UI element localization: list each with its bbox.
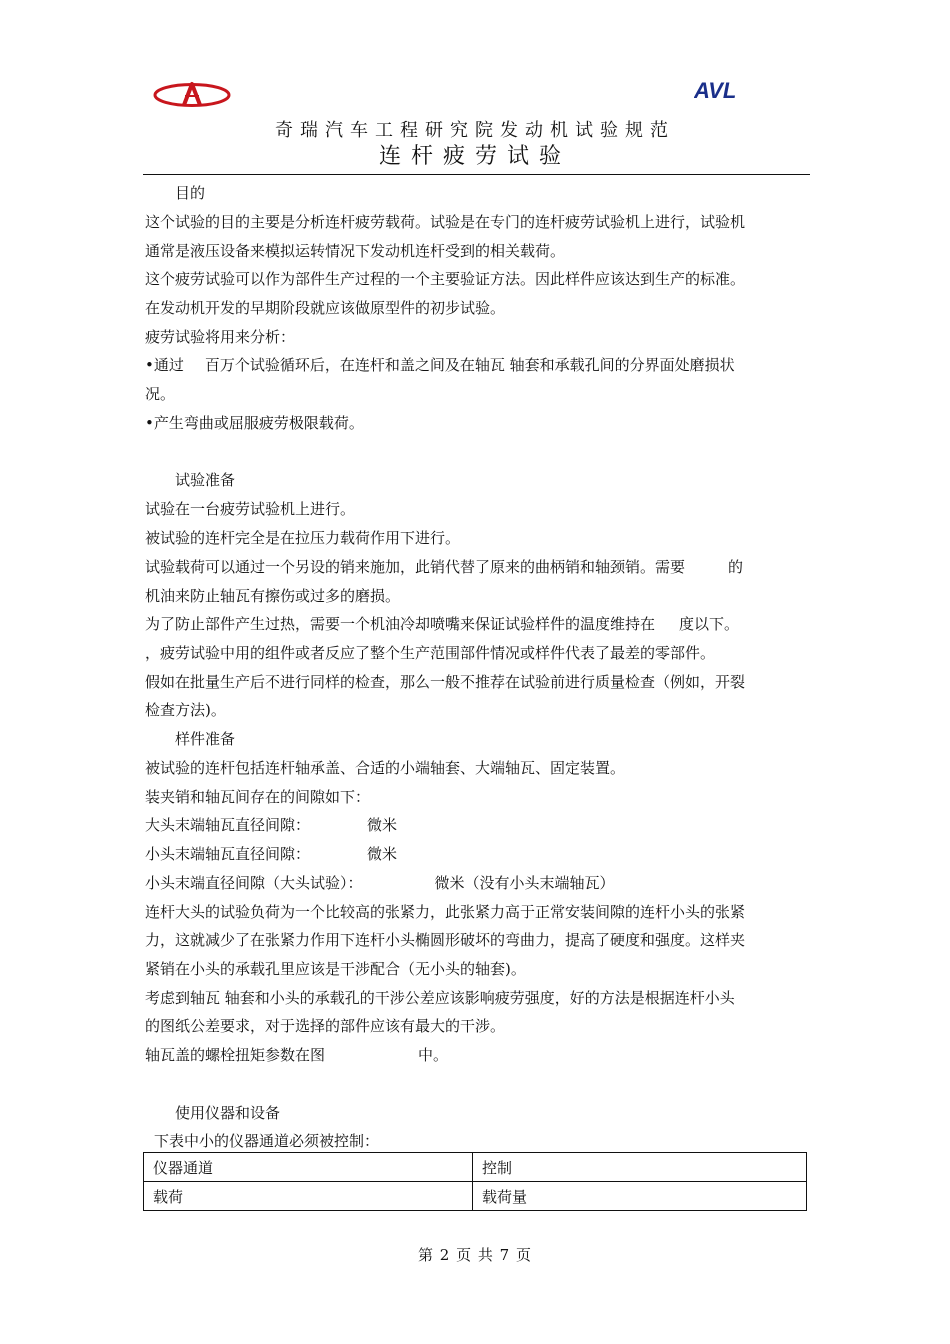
bullet-line: •产生弯曲或屈服疲劳极限载荷。 xyxy=(145,414,364,432)
svg-text:AVL: AVL xyxy=(694,78,737,102)
chery-logo xyxy=(152,80,232,110)
paragraph-line: ，疲劳试验中用的组件或者反应了整个生产范围部件情况或样件代表了最差的零部件。 xyxy=(145,644,716,662)
paragraph-line: 假如在批量生产后不进行同样的检查，那么一般不推荐在试验前进行质量检查（例如，开裂 xyxy=(145,673,746,691)
paragraph-line: 考虑到轴瓦 轴套和小头的承载孔的干涉公差应该影响疲劳强度，好的方法是根据连杆小头 xyxy=(145,989,735,1007)
table-intro: 下表中小的仪器通道必须被控制： xyxy=(154,1132,380,1150)
paragraph-line: 装夹销和轴瓦间存在的间隙如下： xyxy=(145,788,371,806)
clearance-line: 小头末端轴瓦直径间隙： 微米 xyxy=(145,845,398,863)
paragraph-line: 被试验的连杆完全是在拉压力载荷作用下进行。 xyxy=(145,529,461,547)
org-title: 奇瑞汽车工程研究院发动机试验规范 xyxy=(275,120,675,141)
table-row xyxy=(144,1182,807,1211)
header-rule xyxy=(143,174,810,175)
section-heading-sample: 样件准备 xyxy=(175,730,236,748)
paragraph-line: 通常是液压设备来模拟运转情况下发动机连杆受到的相关载荷。 xyxy=(145,242,566,260)
paragraph-line: 这个疲劳试验可以作为部件生产过程的一个主要验证方法。因此样件应该达到生产的标准。 xyxy=(145,270,746,288)
doc-title: 连杆疲劳试验 xyxy=(378,144,571,169)
paragraph-line: 为了防止部件产生过热，需要一个机油冷却喷嘴来保证试验样件的温度维持在 度以下。 xyxy=(145,615,740,633)
paragraph-line: 紧销在小头的承载孔里应该是干涉配合（无小头的轴套)。 xyxy=(145,960,526,978)
table-header-row xyxy=(144,1153,807,1182)
bullet-line: •通过 百万个试验循环后，在连杆和盖之间及在轴瓦 轴套和承载孔间的分界面处磨损状 xyxy=(145,356,735,374)
paragraph-line: 力，这就减少了在张紧力作用下连杆小头椭圆形破坏的弯曲力，提高了硬度和强度。这样夹 xyxy=(145,931,746,949)
paragraph-line: 试验在一台疲劳试验机上进行。 xyxy=(145,500,356,518)
table-cell: 载荷量 xyxy=(473,1182,807,1211)
instrument-channel-table xyxy=(143,1152,807,1211)
paragraph-line: 连杆大头的试验负荷为一个比较高的张紧力，此张紧力高于正常安装间隙的连杆小头的张紧 xyxy=(145,903,746,921)
avl-logo xyxy=(694,78,766,102)
paragraph-line: 被试验的连杆包括连杆轴承盖、合适的小端轴套、大端轴瓦、固定装置。 xyxy=(145,759,626,777)
table-header-cell: 仪器通道 xyxy=(144,1153,473,1182)
clearance-line: 大头末端轴瓦直径间隙： 微米 xyxy=(145,816,398,834)
paragraph-line: 轴瓦盖的螺栓扭矩参数在图 中。 xyxy=(145,1046,449,1064)
table-header-cell: 控制 xyxy=(473,1153,807,1182)
paragraph-line: 疲劳试验将用来分析： xyxy=(145,328,296,346)
page-footer: 第 2 页 共 7 页 xyxy=(418,1246,532,1264)
section-heading-purpose: 目的 xyxy=(175,184,206,202)
paragraph-line: 在发动机开发的早期阶段就应该做原型件的初步试验。 xyxy=(145,299,506,317)
section-heading-prep: 试验准备 xyxy=(175,471,236,489)
paragraph-line: 的图纸公差要求，对于选择的部件应该有最大的干涉。 xyxy=(145,1017,506,1035)
clearance-line: 小头末端直径间隙（大头试验）： 微米（没有小头末端轴瓦） xyxy=(145,874,615,892)
paragraph-line: 试验载荷可以通过一个另设的销来施加，此销代替了原来的曲柄销和轴颈销。需要 的 xyxy=(145,558,744,576)
paragraph-line: 检查方法)。 xyxy=(145,701,226,719)
paragraph-line: 况。 xyxy=(145,385,176,403)
section-heading-equipment: 使用仪器和设备 xyxy=(175,1104,281,1122)
table-cell: 载荷 xyxy=(144,1182,473,1211)
paragraph-line: 机油来防止轴瓦有擦伤或过多的磨损。 xyxy=(145,587,401,605)
paragraph-line: 这个试验的目的主要是分析连杆疲劳载荷。试验是在专门的连杆疲劳试验机上进行，试验机 xyxy=(145,213,746,231)
